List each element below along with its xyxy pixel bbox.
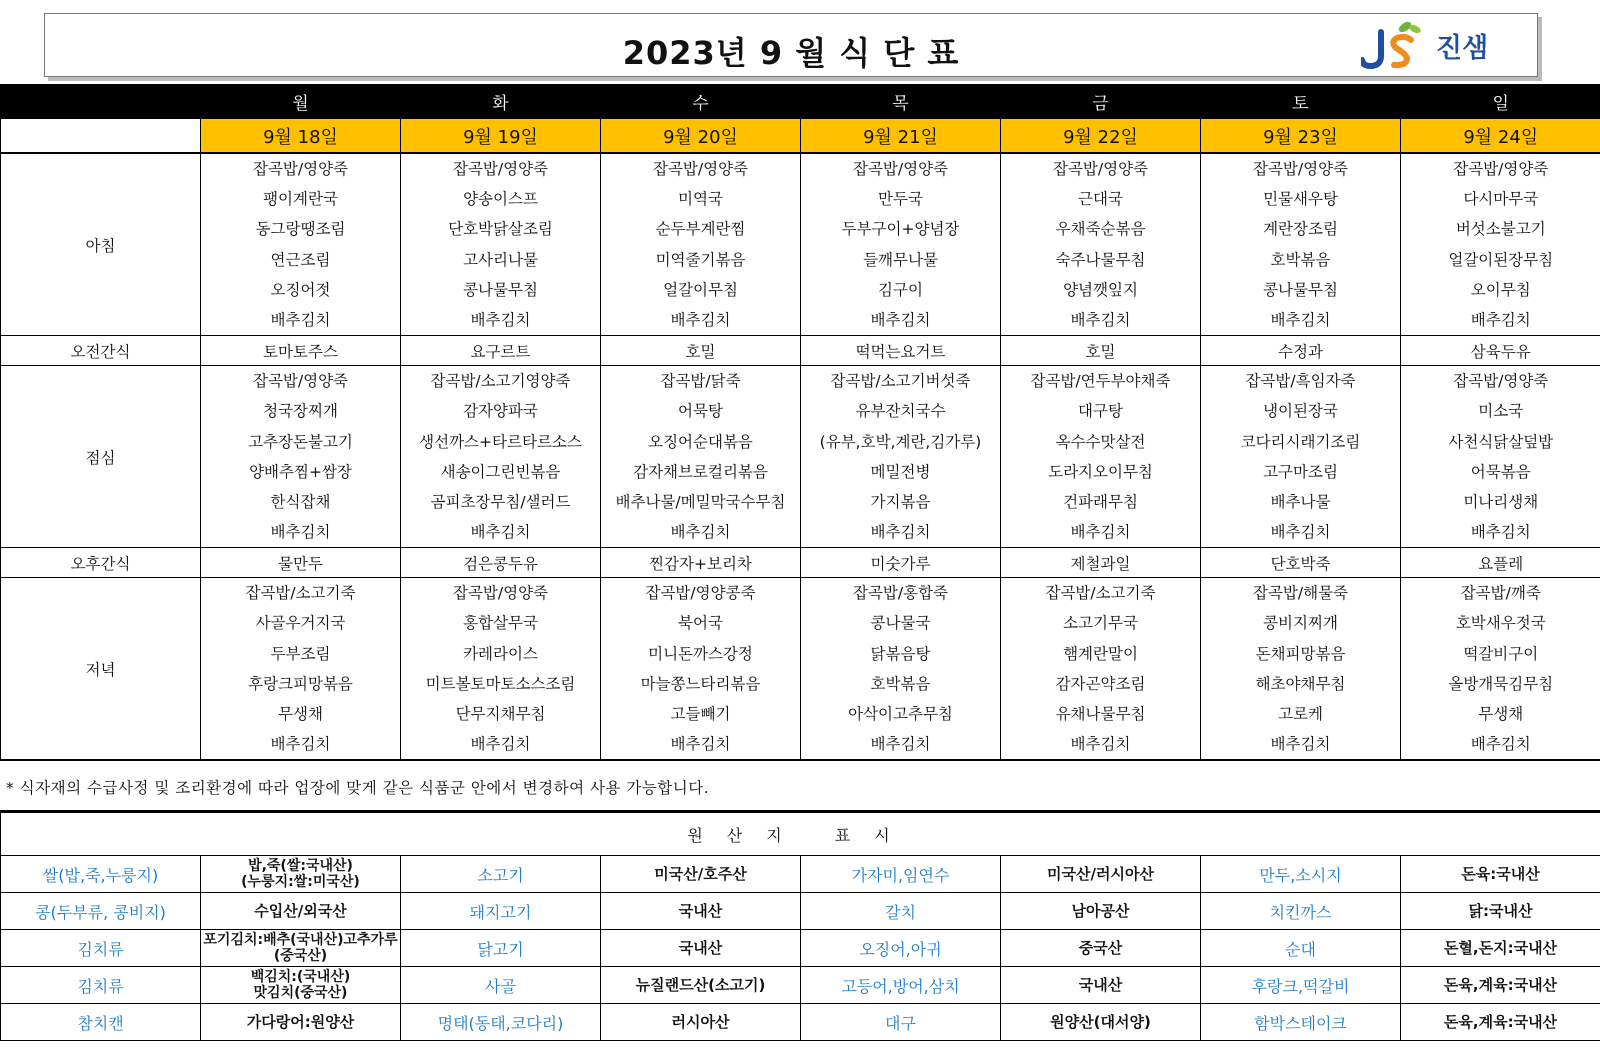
menu-item: 코다리시래기조림 [1240, 432, 1361, 451]
origin-table [0, 812, 1600, 1041]
meal-cell [1401, 578, 1600, 761]
menu-item: 잡곡밥/소고기죽 [245, 584, 356, 603]
origin-row [1, 856, 1600, 893]
origin-item: 닭고기 [401, 930, 601, 967]
meal-row-breakfast [1, 153, 1600, 336]
menu-item: 잡곡밥/영양죽 [1252, 160, 1349, 178]
menu-item: 생선까스+타르타르소스 [419, 432, 582, 451]
origin-item: 치킨까스 [1201, 893, 1401, 930]
menu-item: 곰피초장무침/샐러드 [430, 492, 571, 511]
menu-item: 잡곡밥/영양죽 [1453, 160, 1549, 178]
menu-item: 감자곤약조림 [1055, 674, 1146, 693]
meal-cell [801, 153, 1001, 336]
meal-cell [1201, 153, 1401, 336]
menu-item: 배추나물 [1270, 492, 1331, 511]
origin-item: 쌀(밥,죽,누룽지) [1, 856, 201, 893]
origin-item: 참치캔 [1, 1004, 201, 1041]
meal-cell [1201, 366, 1401, 548]
menu-item: 팽이계란국 [263, 190, 338, 209]
menu-item: 얼갈이무침 [663, 280, 738, 299]
menu-item: 계란장조림 [1263, 220, 1338, 239]
menu-item: 북어국 [678, 614, 723, 633]
menu-item: 잡곡밥/영양죽 [652, 160, 749, 178]
menu-item: 배추김치 [1270, 310, 1331, 329]
notice-text: * 식자재의 수급사정 및 조리환경에 따라 업장에 맞게 같은 식품군 안에서 변경하여 사용 가능합니다. [0, 764, 1600, 812]
menu-item: 양배추찜+쌈장 [249, 462, 352, 481]
origin-item: 김치류 [1, 930, 201, 967]
menu-item: 떡갈비구이 [1463, 644, 1539, 663]
origin-item: 함박스테이크 [1201, 1004, 1401, 1041]
snack-row-pm_snack [1, 548, 1600, 578]
menu-item: 한식잡채 [270, 492, 331, 511]
origin-value: 국내산 [601, 893, 801, 930]
menu-item: 버섯소불고기 [1455, 220, 1546, 239]
menu-item: 해초야채무침 [1255, 674, 1346, 693]
menu-item: 미역국 [678, 190, 723, 209]
meal-cell [801, 366, 1001, 548]
origin-value: 백김치:(국내산) 맛김치(중국산) [201, 967, 401, 1004]
menu-item: 동그랑땡조림 [255, 220, 346, 239]
origin-value: 국내산 [1001, 967, 1201, 1004]
origin-item: 순대 [1201, 930, 1401, 967]
menu-item: 유부잔치국수 [855, 402, 946, 421]
menu-item: 건파래무침 [1063, 492, 1138, 511]
menu-item: 감자양파국 [463, 402, 538, 421]
menu-item: 어묵탕 [678, 402, 723, 421]
menu-item: 배추김치 [1270, 523, 1331, 542]
menu-item: 잡곡밥/깨죽 [1460, 584, 1541, 603]
meal-row-dinner [1, 578, 1600, 761]
snack-item: 요플레 [1401, 548, 1600, 578]
menu-item: 카레라이스 [463, 644, 538, 663]
day-header: 토 [1201, 84, 1401, 119]
logo-text: 진샘 [1436, 33, 1489, 64]
origin-value: 닭:국내산 [1401, 893, 1600, 930]
snack-item: 제철과일 [1001, 548, 1201, 578]
menu-item: 잡곡밥/영양죽 [452, 584, 549, 603]
date-header-row [1, 119, 1600, 154]
menu-item: 잡곡밥/흑임자죽 [1245, 372, 1356, 391]
menu-item: 숙주나물무침 [1055, 250, 1146, 269]
menu-item: 연근조림 [270, 250, 331, 269]
menu-item: 잡곡밥/영양콩죽 [645, 584, 756, 603]
date-header: 9월 20일 [601, 119, 801, 154]
origin-value: 돈육,계육:국내산 [1401, 967, 1600, 1004]
origin-item: 명태(동태,코다리) [401, 1004, 601, 1041]
menu-item: 배추김치 [670, 735, 731, 754]
menu-item: 배추김치 [870, 735, 931, 754]
corner-cell [1, 119, 201, 154]
menu-item: 배추김치 [470, 735, 531, 754]
day-header: 화 [401, 84, 601, 119]
menu-item: 잡곡밥/소고기죽 [1045, 584, 1156, 603]
origin-value: 돈혈,돈지:국내산 [1401, 930, 1600, 967]
menu-item: 단무지채무침 [455, 705, 546, 723]
menu-item: 무생채 [278, 705, 323, 723]
day-header: 수 [601, 84, 801, 119]
menu-item: 배추김치 [1470, 735, 1531, 754]
meal-cell [1401, 153, 1600, 336]
meal-cell [801, 578, 1001, 761]
menu-item: 들깨무나물 [863, 250, 938, 269]
snack-item: 삼육두유 [1401, 336, 1600, 366]
menu-item: 배추김치 [1070, 310, 1131, 329]
menu-item: 마늘쫑느타리볶음 [640, 674, 761, 693]
meal-cell [401, 578, 601, 761]
origin-value: 뉴질랜드산(소고기) [601, 967, 801, 1004]
origin-item: 사골 [401, 967, 601, 1004]
menu-item: 배추나물/메밀막국수무침 [615, 492, 786, 511]
menu-item: 대구탕 [1078, 402, 1123, 421]
menu-item: 콩나물무침 [1263, 280, 1338, 299]
menu-item: 청국장찌개 [263, 402, 338, 421]
menu-item: 배추김치 [470, 523, 531, 542]
menu-item: 올방개묵김무침 [1448, 674, 1554, 693]
snack-item: 호밀 [601, 336, 801, 366]
menu-item: 미소국 [1478, 402, 1524, 421]
meal-cell [1401, 366, 1600, 548]
snack-item: 호밀 [1001, 336, 1201, 366]
origin-item: 돼지고기 [401, 893, 601, 930]
meal-cell [1201, 578, 1401, 761]
snack-item: 떡먹는요거트 [801, 336, 1001, 366]
day-header: 일 [1401, 84, 1600, 119]
meal-cell [201, 153, 401, 336]
origin-value: 돈육,계육:국내산 [1401, 1004, 1600, 1041]
menu-item: 잡곡밥/닭죽 [660, 372, 741, 391]
origin-row [1, 893, 1600, 930]
menu-item: 후랑크피망볶음 [248, 674, 353, 693]
menu-item: 햄계란말이 [1063, 644, 1138, 663]
menu-item: 호박새우젓국 [1455, 614, 1546, 633]
menu-item: 콩비지찌개 [1263, 614, 1338, 633]
meal-cell [401, 366, 601, 548]
menu-item: 배추김치 [1070, 523, 1131, 542]
menu-item: 고추장돈불고기 [248, 432, 353, 451]
origin-row [1, 930, 1600, 967]
menu-item: 냉이된장국 [1263, 402, 1338, 421]
meal-label: 저녁 [1, 578, 201, 761]
menu-item: 배추김치 [270, 523, 331, 542]
date-header: 9월 19일 [401, 119, 601, 154]
menu-item: 오이무침 [1470, 280, 1531, 299]
origin-item: 갈치 [801, 893, 1001, 930]
menu-item: 미나리생채 [1463, 492, 1539, 511]
menu-item: 홍합살무국 [463, 614, 538, 633]
origin-value: 미국산/러시아산 [1001, 856, 1201, 893]
meal-cell [601, 153, 801, 336]
menu-item: 고구마조림 [1263, 462, 1338, 481]
menu-item: 배추김치 [670, 523, 731, 542]
origin-item: 가자미,임연수 [801, 856, 1001, 893]
menu-item: 감자채브로컬리볶음 [633, 462, 768, 481]
day-header: 금 [1001, 84, 1201, 119]
menu-item: 두부조림 [270, 644, 331, 663]
menu-item: 호박볶음 [1270, 250, 1331, 269]
origin-item: 대구 [801, 1004, 1001, 1041]
company-logo [1361, 18, 1501, 72]
meal-cell [601, 366, 801, 548]
day-header: 월 [201, 84, 401, 119]
origin-value: 돈육:국내산 [1401, 856, 1600, 893]
menu-item: 배추김치 [1470, 310, 1531, 329]
menu-item: 두부구이+양념장 [841, 220, 960, 239]
menu-item: 아삭이고추무침 [848, 705, 953, 723]
menu-item: 잡곡밥/영양죽 [1052, 160, 1149, 178]
snack-item: 물만두 [201, 548, 401, 578]
snack-item: 단호박죽 [1201, 548, 1401, 578]
menu-item: 콩나물무침 [463, 280, 538, 299]
snack-label: 오전간식 [1, 336, 201, 366]
menu-item: 배추김치 [670, 310, 731, 329]
menu-table [0, 84, 1600, 761]
snack-row-am_snack [1, 336, 1600, 366]
meal-cell [201, 578, 401, 761]
menu-item: 사천식닭살덮밥 [1448, 432, 1554, 451]
snack-item: 미숫가루 [801, 548, 1001, 578]
origin-item: 소고기 [401, 856, 601, 893]
day-header-row [1, 84, 1600, 119]
menu-item: 무생채 [1478, 705, 1524, 723]
origin-item: 고등어,방어,삼치 [801, 967, 1001, 1004]
menu-item: 배추김치 [1070, 735, 1131, 754]
menu-item: (유부,호박,계란,김가루) [819, 432, 982, 451]
menu-item: 잡곡밥/소고기영양죽 [430, 372, 571, 391]
origin-header-row [1, 813, 1600, 856]
origin-item: 후랑크,떡갈비 [1201, 967, 1401, 1004]
menu-item: 배추김치 [1470, 523, 1531, 542]
meal-label: 점심 [1, 366, 201, 548]
menu-item: 호박볶음 [870, 674, 931, 693]
menu-item: 유채나물무침 [1055, 705, 1146, 723]
origin-row [1, 967, 1600, 1004]
corner-cell [1, 84, 201, 119]
menu-item: 얼갈이된장무침 [1448, 250, 1554, 269]
snack-item: 찐감자+보리차 [601, 548, 801, 578]
meal-cell [1001, 578, 1201, 761]
menu-item: 양념깻잎지 [1063, 280, 1138, 299]
origin-value: 러시아산 [601, 1004, 801, 1041]
menu-item: 메밀전병 [870, 462, 931, 481]
menu-item: 배추김치 [870, 310, 931, 329]
menu-item: 배추김치 [1270, 735, 1331, 754]
origin-item: 만두,소시지 [1201, 856, 1401, 893]
snack-label: 오후간식 [1, 548, 201, 578]
menu-item: 닭볶음탕 [870, 644, 931, 663]
menu-item: 오징어젓 [270, 280, 331, 299]
menu-item: 콩나물국 [870, 614, 931, 633]
menu-item: 민물새우탕 [1263, 190, 1338, 209]
day-header: 목 [801, 84, 1001, 119]
menu-item: 돈채피망볶음 [1255, 644, 1346, 663]
date-header: 9월 24일 [1401, 119, 1600, 154]
snack-item: 토마토주스 [201, 336, 401, 366]
origin-value: 가다랑어:원양산 [201, 1004, 401, 1041]
menu-item: 미역줄기볶음 [655, 250, 746, 269]
menu-item: 잡곡밥/영양죽 [452, 160, 549, 178]
origin-item: 김치류 [1, 967, 201, 1004]
menu-item: 가지볶음 [870, 492, 931, 511]
menu-item: 옥수수맛살전 [1055, 432, 1146, 451]
menu-item: 소고기무국 [1063, 614, 1138, 633]
menu-item: 도라지오이무침 [1048, 462, 1153, 481]
origin-item: 오징어,아귀 [801, 930, 1001, 967]
origin-value: 미국산/호주산 [601, 856, 801, 893]
origin-item: 콩(두부류, 콩비지) [1, 893, 201, 930]
date-header: 9월 18일 [201, 119, 401, 154]
menu-item: 우채죽순볶음 [1055, 220, 1146, 239]
menu-item: 양송이스프 [463, 190, 538, 209]
origin-value: 남아공산 [1001, 893, 1201, 930]
meal-cell [1001, 153, 1201, 336]
origin-value: 원양산(대서양) [1001, 1004, 1201, 1041]
origin-value: 국내산 [601, 930, 801, 967]
snack-item: 요구르트 [401, 336, 601, 366]
meal-label: 아침 [1, 153, 201, 336]
origin-row [1, 1004, 1600, 1041]
menu-item: 어묵볶음 [1470, 462, 1531, 481]
menu-item: 잡곡밥/소고기버섯죽 [830, 372, 971, 391]
origin-value: 중국산 [1001, 930, 1201, 967]
menu-item: 고사리나물 [463, 250, 538, 269]
meal-cell [601, 578, 801, 761]
menu-item: 배추김치 [470, 310, 531, 329]
menu-item: 배추김치 [270, 310, 331, 329]
menu-item: 미트볼토마토소스조림 [425, 674, 576, 693]
menu-item: 잡곡밥/영양죽 [852, 160, 949, 178]
menu-item: 잡곡밥/영양죽 [1453, 372, 1549, 391]
menu-item: 잡곡밥/영양죽 [252, 160, 349, 178]
menu-item: 순두부계란찜 [655, 220, 746, 239]
meal-cell [1001, 366, 1201, 548]
meal-row-lunch [1, 366, 1600, 548]
meal-cell [201, 366, 401, 548]
menu-item: 다시마무국 [1463, 190, 1539, 209]
menu-item: 고로케 [1278, 705, 1323, 723]
menu-item: 근대국 [1078, 190, 1123, 209]
menu-item: 단호박닭살조림 [448, 220, 553, 239]
menu-item: 김구이 [878, 280, 923, 299]
menu-item: 미니돈까스강정 [648, 644, 753, 663]
menu-item: 사골우거지국 [255, 614, 346, 633]
meal-cell [401, 153, 601, 336]
origin-header: 원산지 표시 [1, 813, 1600, 856]
menu-item: 잡곡밥/영양죽 [252, 372, 349, 391]
page-title: 2023년 9 월 식 단 표 [622, 34, 960, 72]
title-box [44, 13, 1538, 77]
menu-item: 배추김치 [270, 735, 331, 754]
date-header: 9월 21일 [801, 119, 1001, 154]
menu-item: 잡곡밥/해물죽 [1252, 584, 1349, 603]
origin-value: 수입산/외국산 [201, 893, 401, 930]
date-header: 9월 22일 [1001, 119, 1201, 154]
snack-item: 수정과 [1201, 336, 1401, 366]
menu-item: 잡곡밥/홍합죽 [852, 584, 949, 603]
menu-item: 만두국 [878, 190, 923, 209]
snack-item: 검은콩두유 [401, 548, 601, 578]
menu-item: 오징어순대볶음 [648, 432, 753, 451]
js-logo-icon [1361, 18, 1431, 72]
menu-item: 고들빼기 [670, 705, 731, 723]
menu-item: 배추김치 [870, 523, 931, 542]
origin-value: 밥,죽(쌀:국내산) (누룽지:쌀:미국산) [201, 856, 401, 893]
date-header: 9월 23일 [1201, 119, 1401, 154]
menu-item: 새송이그린빈볶음 [440, 462, 561, 481]
origin-value: 포기김치:배추(국내산)고추가루(중국산) [201, 930, 401, 967]
menu-item: 잡곡밥/연두부야채죽 [1030, 372, 1171, 391]
